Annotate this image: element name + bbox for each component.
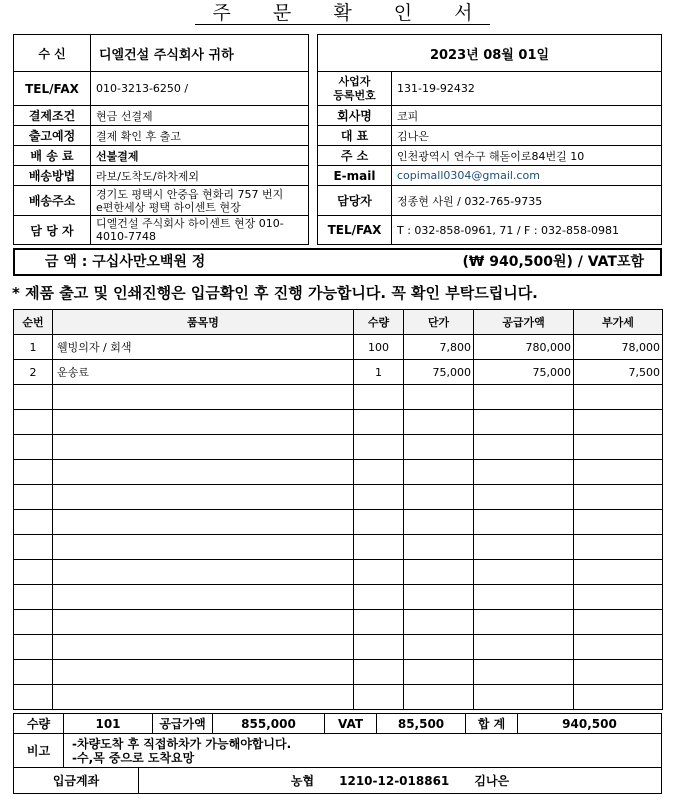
- delivery-method-label: 배송방법: [14, 166, 91, 186]
- table-row: [14, 660, 663, 685]
- row-supply-amount: [474, 560, 574, 585]
- recipient-info-table: [13, 34, 309, 245]
- row-vat: [574, 385, 663, 410]
- row-supply-amount: [474, 410, 574, 435]
- table-row: [14, 535, 663, 560]
- ceo-label: 대 표: [318, 126, 392, 146]
- row-qty: [354, 585, 404, 610]
- row-vat: [574, 635, 663, 660]
- row-unit-price: [404, 460, 474, 485]
- account-table: [13, 767, 662, 794]
- row-supply-amount: 780,000: [474, 335, 574, 360]
- row-seq: [14, 585, 53, 610]
- delivery-method-value: 라보/도착도/하차제외: [91, 166, 309, 186]
- supplier-telfax-label: TEL/FAX: [318, 216, 392, 245]
- row-unit-price: [404, 660, 474, 685]
- row-seq: [14, 385, 53, 410]
- items-table: [13, 309, 663, 710]
- row-vat: 7,500: [574, 360, 663, 385]
- total-qty-value: 101: [64, 714, 153, 734]
- delivery-address-line1: 경기도 평택시 안중읍 현화리 757 번지: [96, 187, 284, 201]
- header-item-name: 품목명: [53, 310, 354, 335]
- row-supply-amount: [474, 385, 574, 410]
- row-item-name: [53, 385, 354, 410]
- table-row: [14, 460, 663, 485]
- header-supply-amount: 공급가액: [474, 310, 574, 335]
- address-value: 인천광역시 연수구 해돋이로84번길 10: [392, 146, 662, 166]
- amount-bar: [13, 248, 662, 276]
- document-title: 주 문 확 인 서: [0, 0, 685, 26]
- row-item-name: 웰빙의자 / 회색: [53, 335, 354, 360]
- row-supply-amount: [474, 460, 574, 485]
- row-seq: [14, 460, 53, 485]
- table-row: [14, 360, 663, 385]
- row-qty: [354, 660, 404, 685]
- row-supply-amount: [474, 585, 574, 610]
- row-unit-price: [404, 535, 474, 560]
- row-supply-amount: [474, 435, 574, 460]
- table-row: [14, 485, 663, 510]
- row-vat: [574, 585, 663, 610]
- row-item-name: [53, 660, 354, 685]
- bizno-value: 131-19-92432: [392, 72, 662, 106]
- remarks-label: 비고: [14, 734, 64, 768]
- company-value: 코피: [392, 106, 662, 126]
- amount-numeric: (₩ 940,500원) / VAT포함: [462, 254, 644, 270]
- row-item-name: [53, 560, 354, 585]
- row-supply-amount: [474, 660, 574, 685]
- row-supply-amount: [474, 485, 574, 510]
- delivery-address-label: 배송주소: [14, 186, 91, 216]
- header-seq: 순번: [14, 310, 53, 335]
- company-label: 회사명: [318, 106, 392, 126]
- total-supply-value: 855,000: [213, 714, 325, 734]
- row-qty: [354, 610, 404, 635]
- row-vat: [574, 660, 663, 685]
- row-item-name: [53, 535, 354, 560]
- row-vat: [574, 560, 663, 585]
- bizno-label: [318, 72, 392, 106]
- email-link[interactable]: copimall0304@gmail.com: [392, 166, 662, 186]
- row-supply-amount: [474, 610, 574, 635]
- remarks-table: [13, 733, 662, 768]
- row-item-name: [53, 685, 354, 710]
- row-unit-price: [404, 510, 474, 535]
- payment-terms-label: 결제조건: [14, 106, 91, 126]
- row-unit-price: [404, 585, 474, 610]
- row-supply-amount: [474, 635, 574, 660]
- row-qty: [354, 685, 404, 710]
- table-row: [14, 585, 663, 610]
- table-row: [14, 560, 663, 585]
- row-qty: [354, 510, 404, 535]
- address-label: 주 소: [318, 146, 392, 166]
- email-label: E-mail: [318, 166, 392, 186]
- row-item-name: [53, 635, 354, 660]
- items-header-row: [14, 310, 663, 335]
- row-seq: [14, 535, 53, 560]
- row-supply-amount: [474, 535, 574, 560]
- row-qty: 1: [354, 360, 404, 385]
- row-item-name: 운송료: [53, 360, 354, 385]
- row-qty: [354, 560, 404, 585]
- row-seq: [14, 510, 53, 535]
- delivery-address-line2: e편한세상 평택 하이센트 현장: [96, 200, 241, 214]
- remarks-value: [64, 734, 662, 768]
- row-qty: [354, 535, 404, 560]
- items-body: [14, 335, 663, 710]
- manager-label: 담당자: [318, 186, 392, 216]
- row-item-name: [53, 435, 354, 460]
- contact-line1: 디엘건설 주식회사 하이센트 현장 010-: [96, 217, 284, 230]
- table-row: [14, 385, 663, 410]
- row-vat: [574, 460, 663, 485]
- ceo-value: 김나은: [392, 126, 662, 146]
- supplier-telfax-value: T : 032-858-0961, 71 / F : 032-858-0981: [392, 216, 662, 245]
- header-qty: 수량: [354, 310, 404, 335]
- account-label: 입금계좌: [14, 768, 139, 794]
- row-qty: [354, 410, 404, 435]
- row-seq: [14, 410, 53, 435]
- shipping-schedule-value: 결제 확인 후 출고: [91, 126, 309, 146]
- remarks-line2: -수,목 중으로 도착요망: [72, 750, 195, 765]
- row-item-name: [53, 460, 354, 485]
- row-item-name: [53, 510, 354, 535]
- order-date: 2023년 08월 01일: [318, 35, 662, 72]
- row-vat: [574, 435, 663, 460]
- row-seq: [14, 610, 53, 635]
- row-unit-price: 75,000: [404, 360, 474, 385]
- grand-total-label: 합 계: [466, 714, 518, 734]
- table-row: [14, 685, 663, 710]
- row-unit-price: [404, 610, 474, 635]
- row-vat: [574, 610, 663, 635]
- row-seq: 1: [14, 335, 53, 360]
- delivery-address-value: [91, 186, 309, 216]
- totals-table: [13, 713, 662, 734]
- bizno-label-line1: 사업자: [338, 74, 371, 88]
- table-row: [14, 510, 663, 535]
- row-supply-amount: [474, 685, 574, 710]
- row-seq: 2: [14, 360, 53, 385]
- row-vat: [574, 510, 663, 535]
- total-qty-label: 수량: [14, 714, 64, 734]
- row-item-name: [53, 485, 354, 510]
- supplier-info-table: [317, 34, 662, 245]
- row-seq: [14, 660, 53, 685]
- row-qty: [354, 385, 404, 410]
- row-seq: [14, 485, 53, 510]
- amount-korean: 금 액 : 구십사만오백원 정: [45, 254, 206, 270]
- header-unit-price: 단가: [404, 310, 474, 335]
- row-unit-price: 7,800: [404, 335, 474, 360]
- row-unit-price: [404, 435, 474, 460]
- row-seq: [14, 635, 53, 660]
- telfax-value: 010-3213-6250 /: [91, 72, 309, 106]
- payment-notice: * 제품 출고 및 인쇄진행은 입금확인 후 진행 가능합니다. 꼭 확인 부탁드립니다.: [12, 284, 538, 302]
- contact-value: [91, 216, 309, 245]
- row-item-name: [53, 585, 354, 610]
- table-row: [14, 610, 663, 635]
- row-unit-price: [404, 485, 474, 510]
- recipient-value: 디엘건설 주식회사 귀하: [91, 35, 309, 72]
- grand-total-value: 940,500: [518, 714, 662, 734]
- row-vat: [574, 685, 663, 710]
- row-qty: [354, 485, 404, 510]
- total-vat-value: 85,500: [377, 714, 466, 734]
- delivery-fee-label: 배 송 료: [14, 146, 91, 166]
- row-vat: [574, 535, 663, 560]
- telfax-label: TEL/FAX: [14, 72, 91, 106]
- row-unit-price: [404, 685, 474, 710]
- total-supply-label: 공급가액: [153, 714, 213, 734]
- total-vat-label: VAT: [325, 714, 377, 734]
- row-vat: 78,000: [574, 335, 663, 360]
- row-unit-price: [404, 385, 474, 410]
- shipping-schedule-label: 출고예정: [14, 126, 91, 146]
- row-qty: [354, 635, 404, 660]
- table-row: [14, 435, 663, 460]
- row-qty: 100: [354, 335, 404, 360]
- account-value: 농협 1210-12-018861 김나은: [139, 768, 662, 794]
- remarks-line1: -차량도착 후 직접하차가 가능해야합니다.: [72, 736, 292, 751]
- contact-label: 담 당 자: [14, 216, 91, 245]
- row-unit-price: [404, 410, 474, 435]
- row-unit-price: [404, 635, 474, 660]
- row-qty: [354, 435, 404, 460]
- payment-terms-value: 현금 선결제: [91, 106, 309, 126]
- recipient-label: 수 신: [14, 35, 91, 72]
- table-row: [14, 635, 663, 660]
- row-vat: [574, 410, 663, 435]
- row-qty: [354, 460, 404, 485]
- bizno-label-line2: 등록번호: [333, 88, 376, 102]
- table-row: [14, 335, 663, 360]
- row-item-name: [53, 610, 354, 635]
- row-vat: [574, 485, 663, 510]
- row-supply-amount: [474, 510, 574, 535]
- contact-line2: 4010-7748: [96, 230, 156, 243]
- header-vat: 부가세: [574, 310, 663, 335]
- row-unit-price: [404, 560, 474, 585]
- row-seq: [14, 435, 53, 460]
- delivery-fee-value: 선불결제: [91, 146, 309, 166]
- row-seq: [14, 685, 53, 710]
- row-item-name: [53, 410, 354, 435]
- row-supply-amount: 75,000: [474, 360, 574, 385]
- manager-value: 정종현 사원 / 032-765-9735: [392, 186, 662, 216]
- row-seq: [14, 560, 53, 585]
- table-row: [14, 410, 663, 435]
